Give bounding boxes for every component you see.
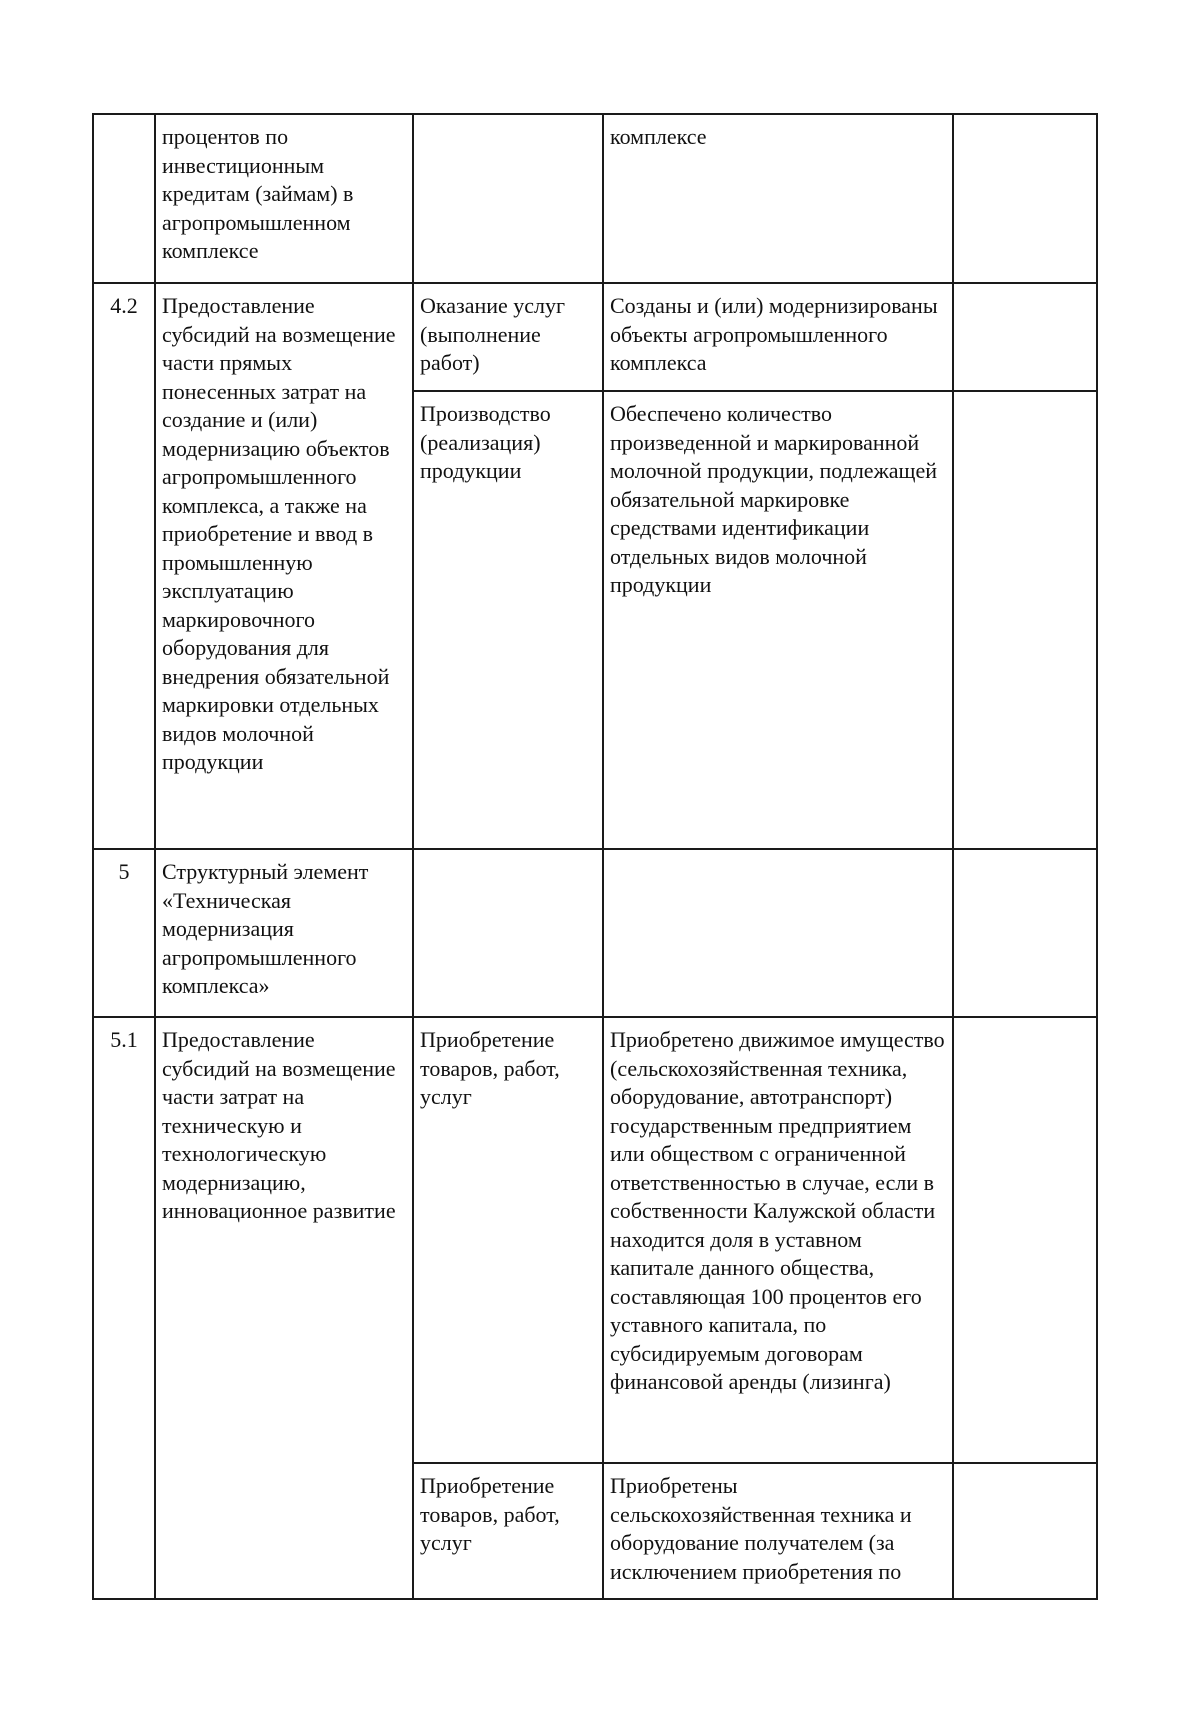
measure-name-cell: Предоставление субсидий на возмещение части затрат на техническую и технологическую модернизацию, инновационное развитие — [155, 1017, 413, 1599]
row-number-cell: 5 — [93, 849, 155, 1017]
measure-type-cell: Производство (реализация) продукции — [413, 391, 603, 849]
table-row-5 — [93, 849, 1097, 1017]
extra-cell — [953, 114, 1097, 283]
measure-name-cell: Структурный элемент «Техническая модернизация агропромышленного комплекса» — [155, 849, 413, 1017]
extra-cell — [953, 283, 1097, 391]
measure-name-cell: Предоставление субсидий на возмещение части прямых понесенных затрат на создание и (или) модернизацию объектов агропромышленного комплекса, а также на приобретение и ввод в промышленную эксплуатацию маркировочного оборудования для внедрения обязательной маркировки отдельных видов молочной продукции — [155, 283, 413, 849]
measure-type-cell — [413, 849, 603, 1017]
table-row-continuation — [93, 114, 1097, 283]
row-number-cell — [93, 114, 155, 283]
measure-result-cell: Приобретены сельскохозяйственная техника и оборудование получателем (за исключением приобретения по — [603, 1463, 953, 1599]
measure-result-cell: Обеспечено количество произведенной и маркированной молочной продукции, подлежащей обязательной маркировке средствами идентификации отдельных видов молочной продукции — [603, 391, 953, 849]
measure-result-cell: Созданы и (или) модернизированы объекты агропромышленного комплекса — [603, 283, 953, 391]
table-row-4-2 — [93, 283, 1097, 391]
extra-cell — [953, 849, 1097, 1017]
measure-name-cell: процентов по инвестиционным кредитам (займам) в агропромышленном комплексе — [155, 114, 413, 283]
measures-table — [92, 113, 1098, 1600]
row-number-cell: 4.2 — [93, 283, 155, 849]
measure-result-cell: Приобретено движимое имущество (сельскохозяйственная техника, оборудование, автотранспорт) государственным предприятием или обществом с ограниченной ответственностью в случае, если в собственности Калужской области находится доля в уставном капитале данного общества, составляющая 100 процентов его уставного капитала, по субсидируемым договорам финансовой аренды (лизинга) — [603, 1017, 953, 1463]
measure-result-cell: комплексе — [603, 114, 953, 283]
extra-cell — [953, 391, 1097, 849]
row-number-cell: 5.1 — [93, 1017, 155, 1599]
measure-type-cell: Приобретение товаров, работ, услуг — [413, 1017, 603, 1463]
extra-cell — [953, 1017, 1097, 1463]
table-row-5-1 — [93, 1017, 1097, 1463]
measure-type-cell — [413, 114, 603, 283]
measure-result-cell — [603, 849, 953, 1017]
measure-type-cell: Оказание услуг (выполнение работ) — [413, 283, 603, 391]
measure-type-cell: Приобретение товаров, работ, услуг — [413, 1463, 603, 1599]
extra-cell — [953, 1463, 1097, 1599]
